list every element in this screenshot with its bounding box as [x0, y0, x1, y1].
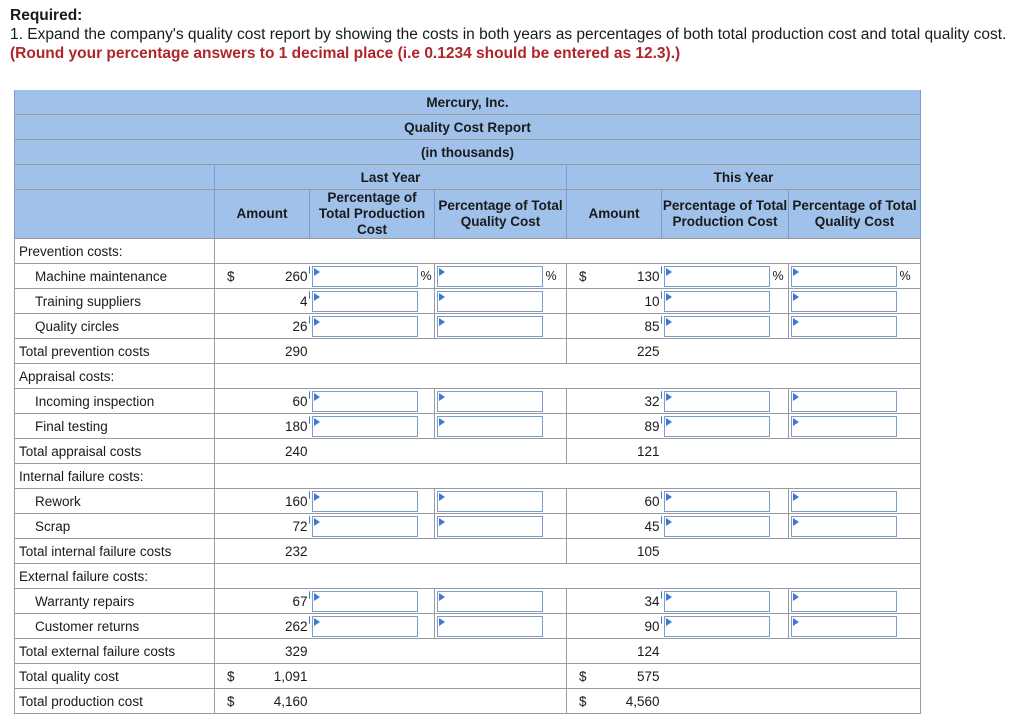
this-amount: 90 — [602, 614, 662, 639]
last-pct-production-input[interactable] — [312, 291, 418, 312]
last-pct-production-header: Percentage of Total Production Cost — [310, 190, 435, 239]
table-row — [15, 564, 921, 589]
this-amount: 89 — [602, 414, 662, 439]
row-label: Total appraisal costs — [15, 439, 215, 464]
last-pct-quality-input[interactable] — [437, 591, 543, 612]
row-label: Appraisal costs: — [15, 364, 215, 389]
table-row — [15, 239, 921, 264]
this-pct-quality-input[interactable] — [791, 291, 897, 312]
last-currency-symbol — [215, 389, 250, 414]
this-currency-symbol — [567, 314, 602, 339]
this-pct-quality-input[interactable] — [791, 416, 897, 437]
this-amount: 10 — [602, 289, 662, 314]
this-pct-production-symbol: % — [772, 264, 789, 289]
report-units: (in thousands) — [15, 140, 921, 165]
last-pct-quality-symbol — [545, 389, 567, 414]
last-pct-quality-input[interactable] — [437, 266, 543, 287]
last-pct-quality-input-cell — [435, 589, 545, 614]
last-pct-quality-symbol — [545, 514, 567, 539]
empty-cell — [662, 539, 921, 564]
row-label: Training suppliers — [15, 289, 215, 314]
this-pct-quality-symbol — [899, 614, 921, 639]
last-pct-production-symbol — [420, 589, 435, 614]
this-pct-production-input-cell — [662, 614, 772, 639]
last-pct-quality-input-cell — [435, 614, 545, 639]
this-pct-quality-symbol — [899, 389, 921, 414]
empty-cell — [662, 689, 921, 714]
last-pct-production-input[interactable] — [312, 516, 418, 537]
this-amount: 225 — [602, 339, 662, 364]
last-pct-quality-header: Percentage of Total Quality Cost — [435, 190, 567, 239]
this-pct-quality-symbol — [899, 289, 921, 314]
last-pct-production-input-cell — [310, 514, 420, 539]
last-pct-quality-symbol — [545, 314, 567, 339]
last-amount: 67 — [250, 589, 310, 614]
last-pct-production-input[interactable] — [312, 391, 418, 412]
this-currency-symbol — [567, 639, 602, 664]
this-pct-quality-input-cell — [789, 614, 899, 639]
empty-cell — [310, 689, 567, 714]
last-amount: 260 — [250, 264, 310, 289]
this-amount: 575 — [602, 664, 662, 689]
this-pct-production-input[interactable] — [664, 516, 770, 537]
last-amount: 26 — [250, 314, 310, 339]
this-amount: 34 — [602, 589, 662, 614]
last-pct-production-symbol — [420, 314, 435, 339]
row-label: Prevention costs: — [15, 239, 215, 264]
empty-cell — [215, 564, 921, 589]
this-pct-quality-symbol — [899, 489, 921, 514]
empty-cell — [310, 639, 567, 664]
this-year-header: This Year — [567, 165, 921, 190]
this-amount: 124 — [602, 639, 662, 664]
last-pct-production-input-cell — [310, 589, 420, 614]
this-currency-symbol — [567, 339, 602, 364]
this-amount: 85 — [602, 314, 662, 339]
last-pct-quality-input[interactable] — [437, 416, 543, 437]
instructions-text: 1. Expand the company's quality cost report by showing the costs in both years as percentages of both total production cost and total quality cost. (Round your percentage answers to 1 decimal place (i.e 0.1234 should be entered as 12.3).) — [10, 26, 1007, 62]
table-row — [15, 364, 921, 389]
this-amount: 32 — [602, 389, 662, 414]
this-pct-quality-input[interactable] — [791, 266, 897, 287]
this-currency-symbol — [567, 589, 602, 614]
this-amount: 60 — [602, 489, 662, 514]
last-pct-production-symbol — [420, 614, 435, 639]
this-pct-quality-symbol — [899, 314, 921, 339]
table-row — [15, 264, 921, 289]
this-amount: 4,560 — [602, 689, 662, 714]
this-pct-production-input[interactable] — [664, 391, 770, 412]
this-currency-symbol — [567, 414, 602, 439]
this-pct-production-input-cell — [662, 289, 772, 314]
last-pct-quality-input[interactable] — [437, 391, 543, 412]
this-pct-production-input[interactable] — [664, 491, 770, 512]
empty-cell — [215, 364, 921, 389]
this-pct-quality-input-cell — [789, 289, 899, 314]
last-pct-quality-input[interactable] — [437, 516, 543, 537]
table-row — [15, 289, 921, 314]
this-pct-production-symbol — [772, 514, 789, 539]
last-pct-production-symbol — [420, 489, 435, 514]
last-pct-production-input[interactable] — [312, 266, 418, 287]
empty-cell — [662, 439, 921, 464]
last-currency-symbol — [215, 489, 250, 514]
last-pct-production-input[interactable] — [312, 491, 418, 512]
empty-cell — [662, 339, 921, 364]
this-currency-symbol: $ — [567, 664, 602, 689]
last-currency-symbol — [215, 414, 250, 439]
last-pct-quality-symbol: % — [545, 264, 567, 289]
this-pct-production-input-cell — [662, 264, 772, 289]
row-label: Total internal failure costs — [15, 539, 215, 564]
last-pct-production-input[interactable] — [312, 316, 418, 337]
this-pct-quality-input[interactable] — [791, 516, 897, 537]
this-currency-symbol: $ — [567, 264, 602, 289]
last-currency-symbol: $ — [215, 664, 250, 689]
row-label: Total external failure costs — [15, 639, 215, 664]
this-pct-production-input-cell — [662, 514, 772, 539]
last-currency-symbol — [215, 439, 250, 464]
this-pct-quality-symbol: % — [899, 264, 921, 289]
this-amount: 45 — [602, 514, 662, 539]
this-pct-production-header: Percentage of Total Production Cost — [662, 190, 789, 239]
table-row — [15, 414, 921, 439]
this-pct-quality-symbol — [899, 514, 921, 539]
last-amount: 60 — [250, 389, 310, 414]
this-pct-quality-input-cell — [789, 414, 899, 439]
row-label: Customer returns — [15, 614, 215, 639]
table-row — [15, 314, 921, 339]
last-pct-production-symbol — [420, 289, 435, 314]
this-pct-production-symbol — [772, 289, 789, 314]
this-currency-symbol — [567, 439, 602, 464]
last-pct-production-input[interactable] — [312, 591, 418, 612]
this-pct-production-input[interactable] — [664, 291, 770, 312]
last-currency-symbol — [215, 339, 250, 364]
last-pct-quality-input[interactable] — [437, 616, 543, 637]
last-pct-quality-symbol — [545, 589, 567, 614]
this-amount: 105 — [602, 539, 662, 564]
last-currency-symbol: $ — [215, 264, 250, 289]
this-pct-production-symbol — [772, 414, 789, 439]
last-currency-symbol: $ — [215, 689, 250, 714]
this-currency-symbol — [567, 489, 602, 514]
this-pct-quality-input-cell — [789, 514, 899, 539]
last-pct-production-input-cell — [310, 264, 420, 289]
required-heading: Required: — [10, 7, 83, 24]
empty-cell — [310, 664, 567, 689]
this-currency-symbol — [567, 539, 602, 564]
table-row — [15, 539, 921, 564]
this-pct-production-symbol — [772, 389, 789, 414]
last-amount: 160 — [250, 489, 310, 514]
rounding-note: (Round your percentage answers to 1 decimal place (i.e 0.1234 should be entered as 12.3).) — [10, 45, 681, 62]
last-currency-symbol — [215, 514, 250, 539]
row-label: Rework — [15, 489, 215, 514]
table-row — [15, 389, 921, 414]
last-pct-production-input[interactable] — [312, 416, 418, 437]
this-pct-quality-input[interactable] — [791, 316, 897, 337]
last-currency-symbol — [215, 314, 250, 339]
row-label: Final testing — [15, 414, 215, 439]
this-pct-production-input[interactable] — [664, 416, 770, 437]
last-pct-production-input-cell — [310, 489, 420, 514]
row-label: Machine maintenance — [15, 264, 215, 289]
this-pct-production-input[interactable] — [664, 316, 770, 337]
this-pct-quality-input[interactable] — [791, 391, 897, 412]
this-amount-header: Amount — [567, 190, 662, 239]
table-row — [15, 639, 921, 664]
this-pct-quality-input-cell — [789, 264, 899, 289]
empty-cell — [310, 539, 567, 564]
table-row — [15, 489, 921, 514]
this-pct-production-symbol — [772, 589, 789, 614]
this-pct-production-input-cell — [662, 314, 772, 339]
this-pct-production-input-cell — [662, 414, 772, 439]
last-pct-production-symbol — [420, 389, 435, 414]
last-pct-quality-symbol — [545, 614, 567, 639]
this-pct-quality-header: Percentage of Total Quality Cost — [789, 190, 921, 239]
this-pct-quality-input[interactable] — [791, 491, 897, 512]
last-pct-production-input-cell — [310, 614, 420, 639]
this-pct-quality-input[interactable] — [791, 591, 897, 612]
last-pct-quality-input-cell — [435, 314, 545, 339]
this-pct-production-input[interactable] — [664, 266, 770, 287]
this-pct-quality-input-cell — [789, 489, 899, 514]
table-row — [15, 664, 921, 689]
row-label: Quality circles — [15, 314, 215, 339]
table-row — [15, 614, 921, 639]
last-pct-quality-input-cell — [435, 414, 545, 439]
last-amount: 290 — [250, 339, 310, 364]
this-pct-production-input-cell — [662, 589, 772, 614]
this-currency-symbol — [567, 389, 602, 414]
last-pct-production-input[interactable] — [312, 616, 418, 637]
this-pct-production-input[interactable] — [664, 591, 770, 612]
empty-cell — [662, 664, 921, 689]
last-currency-symbol — [215, 639, 250, 664]
table-row — [15, 439, 921, 464]
last-pct-quality-input-cell — [435, 389, 545, 414]
this-pct-production-input[interactable] — [664, 616, 770, 637]
last-pct-quality-input-cell — [435, 514, 545, 539]
report-title: Quality Cost Report — [15, 115, 921, 140]
last-amount: 1,091 — [250, 664, 310, 689]
last-pct-quality-input[interactable] — [437, 491, 543, 512]
row-label: Warranty repairs — [15, 589, 215, 614]
table-row — [15, 589, 921, 614]
this-pct-quality-input-cell — [789, 589, 899, 614]
this-pct-production-symbol — [772, 614, 789, 639]
last-pct-production-symbol — [420, 414, 435, 439]
last-pct-quality-input-cell — [435, 489, 545, 514]
company-name: Mercury, Inc. — [15, 90, 921, 115]
last-pct-quality-input-cell — [435, 264, 545, 289]
last-pct-production-input-cell — [310, 414, 420, 439]
this-pct-production-input-cell — [662, 489, 772, 514]
last-amount: 232 — [250, 539, 310, 564]
last-amount: 329 — [250, 639, 310, 664]
row-label: External failure costs: — [15, 564, 215, 589]
empty-cell — [310, 339, 567, 364]
last-pct-quality-symbol — [545, 489, 567, 514]
last-amount: 262 — [250, 614, 310, 639]
row-label: Total quality cost — [15, 664, 215, 689]
empty-cell — [215, 239, 921, 264]
last-pct-production-input-cell — [310, 314, 420, 339]
this-currency-symbol — [567, 514, 602, 539]
last-pct-production-input-cell — [310, 289, 420, 314]
this-currency-symbol — [567, 289, 602, 314]
last-amount: 240 — [250, 439, 310, 464]
this-pct-quality-input-cell — [789, 314, 899, 339]
this-pct-production-input-cell — [662, 389, 772, 414]
last-amount: 4 — [250, 289, 310, 314]
this-pct-quality-symbol — [899, 589, 921, 614]
this-pct-quality-symbol — [899, 414, 921, 439]
last-pct-quality-input-cell — [435, 289, 545, 314]
table-row — [15, 339, 921, 364]
empty-cell — [310, 439, 567, 464]
last-currency-symbol — [215, 539, 250, 564]
row-label: Internal failure costs: — [15, 464, 215, 489]
last-pct-production-input-cell — [310, 389, 420, 414]
last-amount-header: Amount — [215, 190, 310, 239]
last-pct-quality-symbol — [545, 414, 567, 439]
last-pct-quality-input[interactable] — [437, 316, 543, 337]
table-row — [15, 514, 921, 539]
last-pct-production-symbol — [420, 514, 435, 539]
row-label: Total production cost — [15, 689, 215, 714]
last-currency-symbol — [215, 589, 250, 614]
empty-cell — [662, 639, 921, 664]
row-label: Incoming inspection — [15, 389, 215, 414]
last-pct-quality-symbol — [545, 289, 567, 314]
row-label: Total prevention costs — [15, 339, 215, 364]
last-pct-production-symbol: % — [420, 264, 435, 289]
last-currency-symbol — [215, 289, 250, 314]
this-amount: 121 — [602, 439, 662, 464]
last-amount: 180 — [250, 414, 310, 439]
instructions — [10, 6, 1020, 63]
table-row — [15, 689, 921, 714]
this-currency-symbol — [567, 614, 602, 639]
table-row — [15, 464, 921, 489]
quality-cost-report-table — [14, 90, 921, 714]
this-currency-symbol: $ — [567, 689, 602, 714]
this-pct-production-symbol — [772, 314, 789, 339]
this-pct-quality-input-cell — [789, 389, 899, 414]
last-pct-quality-input[interactable] — [437, 291, 543, 312]
row-label: Scrap — [15, 514, 215, 539]
empty-cell — [215, 464, 921, 489]
this-pct-production-symbol — [772, 489, 789, 514]
this-amount: 130 — [602, 264, 662, 289]
last-amount: 72 — [250, 514, 310, 539]
last-amount: 4,160 — [250, 689, 310, 714]
last-year-header: Last Year — [215, 165, 567, 190]
last-currency-symbol — [215, 614, 250, 639]
this-pct-quality-input[interactable] — [791, 616, 897, 637]
